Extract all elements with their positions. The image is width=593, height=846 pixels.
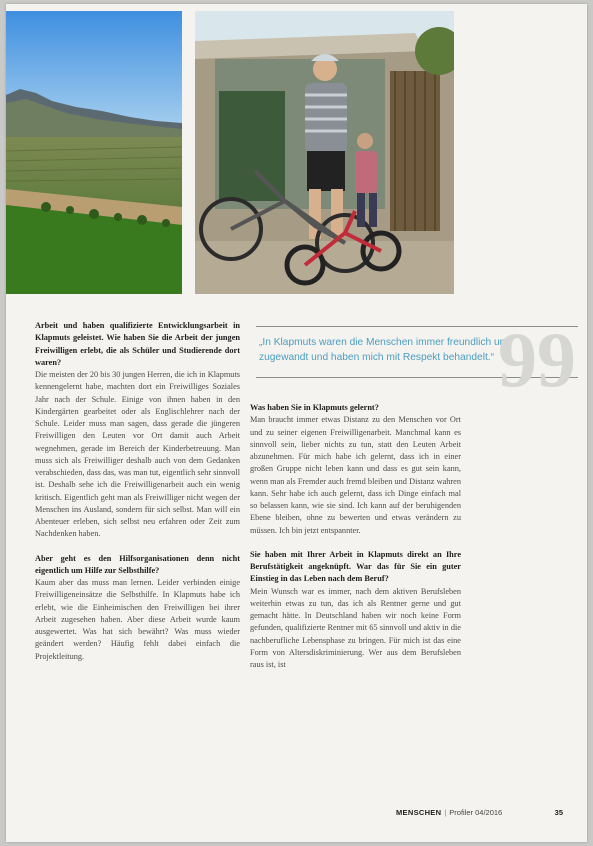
issue-label: Profiler 04/2016 <box>449 808 503 817</box>
footer-separator: | <box>444 808 447 817</box>
page-footer <box>396 808 571 817</box>
bicycle-portrait-illustration <box>195 11 454 294</box>
vineyard-landscape-photo <box>6 11 182 294</box>
quote-mark-icon: 99 <box>498 316 576 403</box>
interview-question: Was haben Sie in Klapmuts gelernt? <box>250 403 379 412</box>
interview-answer: Kaum aber das muss man lernen. Leider verbinden einige Freiwilligeneinsätze die Selbsthilfe. In Klapmuts habe ich erlebt, wie die Einheimischen den Freiwilligen bei ihrer Arbeit zugesehen haben. Aber diese Arbeit wurde kaum ausgewertet. Was hat sich bewährt? Was muss wieder geändert werden? Häufig fehlt dabei einfach die Projektleitung. <box>35 578 240 661</box>
article-column-right <box>250 402 461 671</box>
interview-question: Aber geht es den Hilfsorganisationen denn nicht eigentlich um Hilfe zur Selbsthilfe? <box>35 553 240 575</box>
paragraph-gap <box>35 541 240 553</box>
interview-answer: Die meisten der 20 bis 30 jungen Herren, die ich in Klapmuts kennengelernt habe, machten dort ein Freiwilliges Soziales Jahr nach der Schule. Einige von ihnen haben in den Kindergärten gearbeitet oder als Englischlehrer nach der Schule. Leider muss man sagen, dass gerade die jüngeren Freiwilligen den Leuten vor Ort damit auch Arbeit wegnehmen, gerade im Bereich der Kinderbetreuung. Man muss sich als Freiwilliger deshalb auch von dem Gedanken verabschieden, dass das, was man tut, eigentlich sehr sinnvoll ist. Deshalb sehe ich die Freiwilligenarbeit auch ein wenig kritisch. Eigentlich geht man als Freiwilliger nicht wegen der Menschen ins Ausland, sondern für sich selbst. Man will ein Abenteuer erleben, sich selbst neu erfahren oder Zeit zum Nachdenken haben. <box>35 370 240 539</box>
page-number: 35 <box>554 808 563 817</box>
magazine-name: MENSCHEN <box>396 808 442 817</box>
interview-question: Sie haben mit Ihrer Arbeit in Klapmuts direkt an Ihre Berufstätigkeit angeknüpft. War das für Sie ein guter Einstieg in das Leben nach dem Beruf? <box>250 549 461 584</box>
pull-quote-text: „In Klapmuts waren die Menschen immer freundlich und zugewandt und haben mich mit Respekt behandelt.“ <box>259 337 511 363</box>
vineyard-landscape-illustration <box>6 11 182 294</box>
interview-answer: Mein Wunsch war es immer, nach dem aktiven Berufsleben weiterhin etwas zu tun, das ich als Rentner gerne und gut gemacht hätte. In Deutschland haben wir noch keine Form gefunden, qualifizierte Rentner mit 65 sinnvoll und aktiv in die nachberufliche Lebensphase zu bringen. Für mich ist das eine Form von Altersdiskriminierung. Wer aus dem Berufsleben raus ist, ist <box>250 586 461 669</box>
magazine-page <box>6 4 587 842</box>
interview-answer: Man braucht immer etwas Distanz zu den Menschen vor Ort und zu seiner eigenen Freiwilligenarbeit. Manchmal kann es sinnvoll sein, lieber nichts zu tun, statt den Leuten Arbeit abzunehmen. Für mich habe ich gelernt, dass ich in einer großen Gruppe nicht leben kann und dass es gut sein kann, wenn man als Fremder auch fremd bleiben und Distanz wahren kann. Sehr habe ich auch gelernt, dass ich Dinge einfach mal so belassen kann, wie sie sind. Ich kann auf der beruhigenden Ebene bleiben, ohne zu bewerten und etwas verändern zu müssen. Ich bin jetzt entspannter. <box>250 415 461 535</box>
bicycle-portrait-photo <box>195 11 454 294</box>
article-column-left <box>35 320 240 663</box>
interview-question: Arbeit und haben qualifizierte Entwicklungsarbeit in Klapmuts geleistet. Wie haben Sie die Arbeit der jungen Freiwilligen erlebt, die als Schüler und Studierende dort waren? <box>35 321 240 367</box>
paragraph-gap <box>250 537 461 549</box>
pull-quote <box>256 316 578 403</box>
